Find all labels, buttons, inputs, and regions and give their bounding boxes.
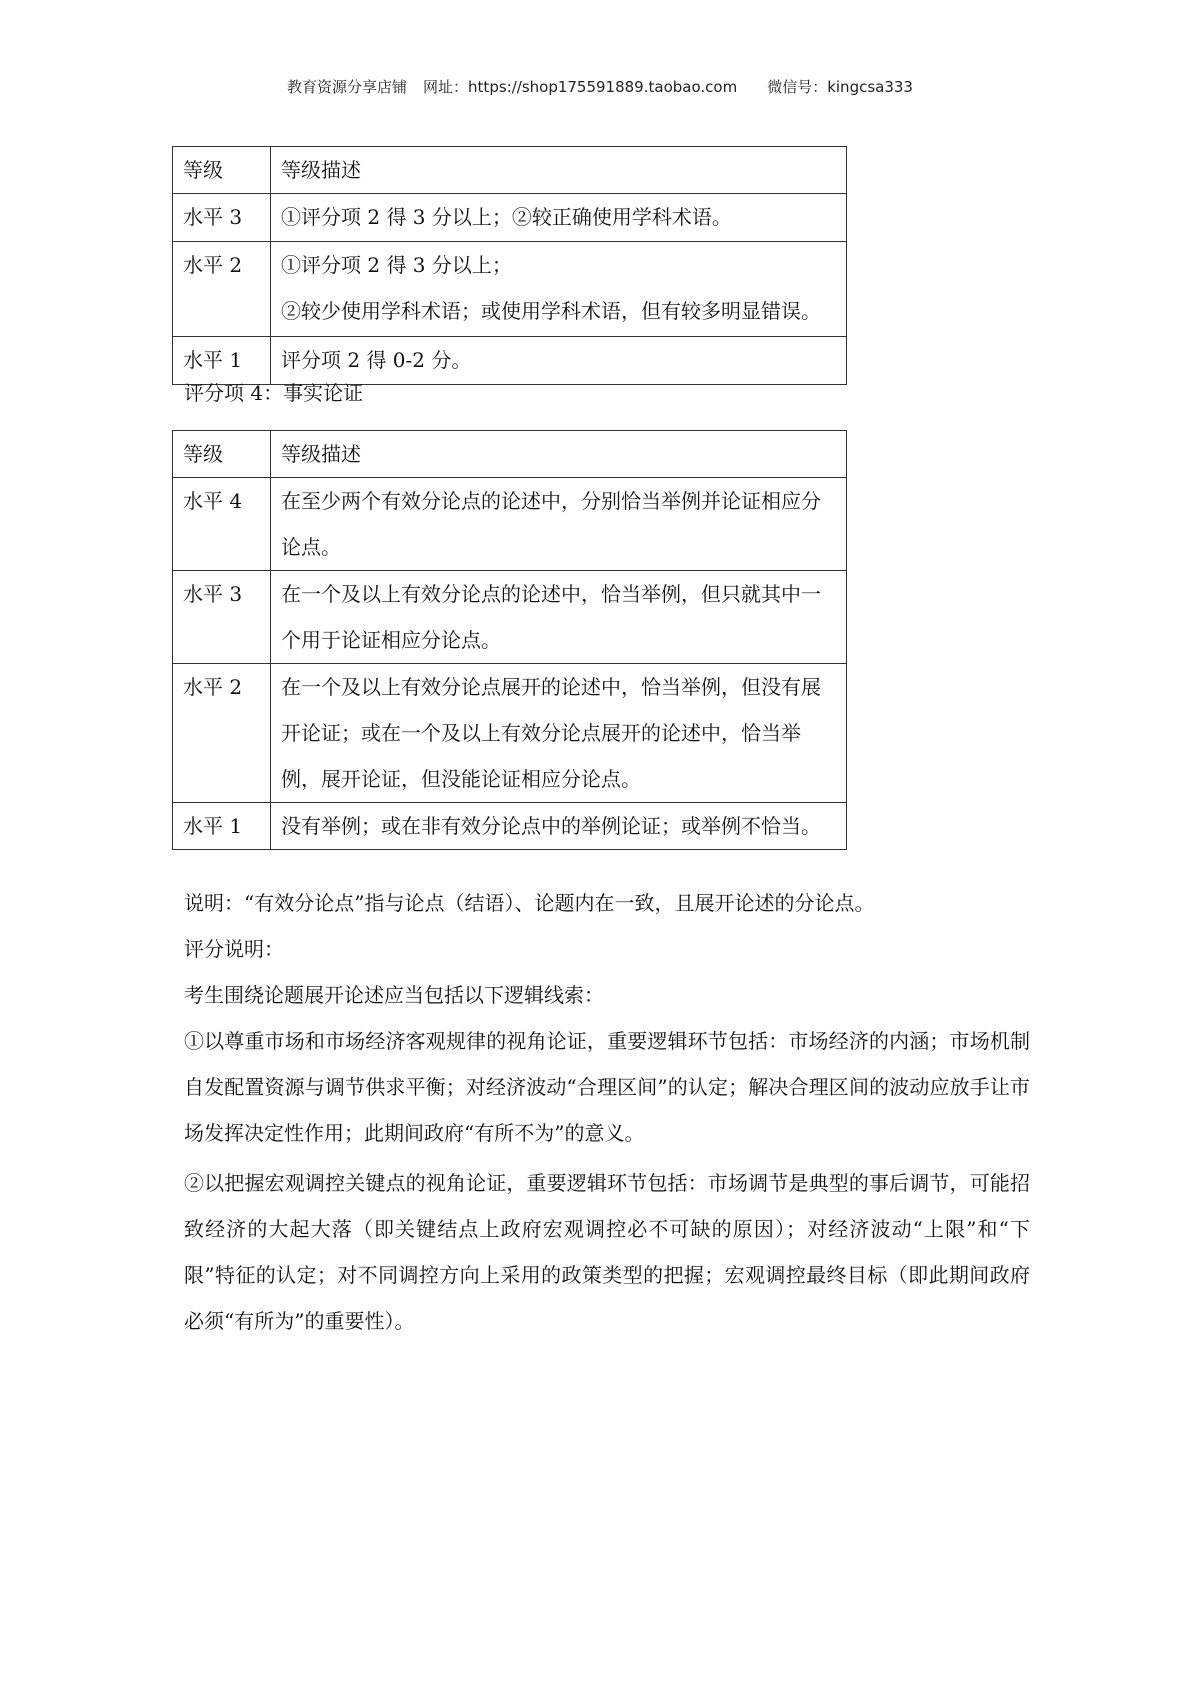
note-paragraph: 说明：“有效分论点”指与论点（结语）、论题内在一致，且展开论述的分论点。: [184, 891, 875, 915]
logic-point-2: ②以把握宏观调控关键点的视角论证，重要逻辑环节包括：市场调节是典型的事后调节，可能招致经济的大起大落（即关键结点上政府宏观调控必不可缺的原因）；对经济波动“上限”和“下限”特征的认定；对不同调控方向上采用的政策类型的把握；宏观调控最终目标（即此期间政府必须“有所为”的重要性）。: [184, 1171, 1030, 1333]
table-header-row: [173, 147, 847, 194]
description-line: ①评分项 2 得 3 分以上；: [281, 253, 512, 277]
column-header-description: 等级描述: [271, 431, 847, 478]
column-header-level: 等级: [173, 431, 271, 478]
level-cell: 水平 2: [173, 242, 271, 337]
logic-point-1: ①以尊重市场和市场经济客观规律的视角论证，重要逻辑环节包括：市场经济的内涵；市场机制自发配置资源与调节供求平衡；对经济波动“合理区间”的认定；解决合理区间的波动应放手让市场发挥决定性作用；此期间政府“有所不为”的意义。: [184, 1029, 1030, 1145]
description-cell: 在一个及以上有效分论点展开的论述中，恰当举例，但没有展开论证；或在一个及以上有效分论点展开的论述中，恰当举例，展开论证，但没能论证相应分论点。: [271, 664, 847, 803]
column-header-level: 等级: [173, 147, 271, 194]
table-row: [173, 194, 847, 242]
url-label: 网址：: [423, 78, 469, 96]
level-cell: 水平 2: [173, 664, 271, 803]
grading-table-item3: [172, 146, 847, 385]
description-cell: 没有举例；或在非有效分论点中的举例论证；或举例不恰当。: [271, 803, 847, 850]
description-cell: 在一个及以上有效分论点的论述中，恰当举例，但只就其中一个用于论证相应分论点。: [271, 571, 847, 664]
table-row: [173, 478, 847, 571]
column-header-description: 等级描述: [271, 147, 847, 194]
level-cell: 水平 4: [173, 478, 271, 571]
table-row: [173, 803, 847, 850]
description-line: ②较少使用学科术语；或使用学科术语，但有较多明显错误。: [281, 299, 821, 323]
table-header-row: [173, 431, 847, 478]
page-header: [0, 76, 1200, 97]
shop-url-link[interactable]: https://shop175591889.taobao.com: [468, 78, 738, 96]
level-cell: 水平 1: [173, 337, 271, 385]
level-cell: 水平 3: [173, 194, 271, 242]
table-row: [173, 664, 847, 803]
description-cell: 评分项 2 得 0-2 分。: [271, 337, 847, 385]
grading-table-item4: [172, 430, 847, 850]
intro-paragraph: 考生围绕论题展开论述应当包括以下逻辑线索：: [184, 983, 604, 1007]
description-cell: [271, 242, 847, 337]
wechat-id: kingcsa333: [827, 78, 913, 96]
shop-name: 教育资源分享店铺: [287, 78, 408, 96]
scoring-title: 评分说明：: [184, 937, 284, 961]
description-cell: ①评分项 2 得 3 分以上；②较正确使用学科术语。: [271, 194, 847, 242]
item4-label: 评分项 4：事实论证: [184, 381, 364, 405]
level-cell: 水平 3: [173, 571, 271, 664]
table-row: [173, 571, 847, 664]
wechat-label: 微信号：: [767, 78, 828, 96]
level-cell: 水平 1: [173, 803, 271, 850]
table-row: [173, 242, 847, 337]
description-cell: 在至少两个有效分论点的论述中，分别恰当举例并论证相应分论点。: [271, 478, 847, 571]
